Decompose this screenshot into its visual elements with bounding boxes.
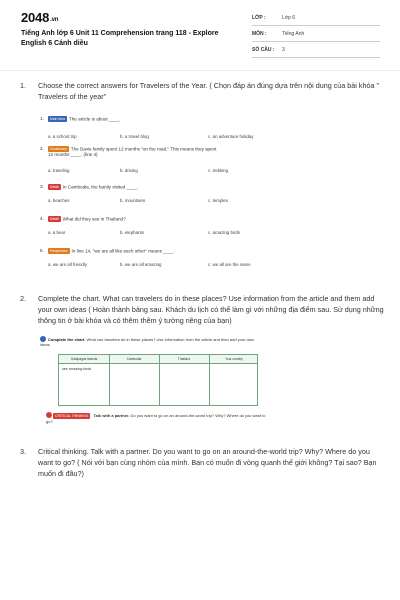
item-stem [48,216,126,222]
column-header: Galápagos Islands [70,357,98,361]
question-1 [20,80,385,104]
option-c[interactable]: c. trekking [208,168,229,173]
question-2 [20,293,385,329]
site-logo[interactable] [21,10,58,25]
critical-bold: Talk with a partner. [93,413,130,418]
item-stem-text: In Cambodia, the family visited ____. [62,184,138,190]
question-number: 2. [20,294,26,303]
question-text: Choose the correct answers for Travelers of the Year. ( Chọn đáp án đúng dựa trên nội dung của bài khóa " Travelers of the year" [38,81,379,101]
critical-rest: Do you want to go on an around-the-world trip? Why? Where do you want to go? [46,413,266,424]
item-stem-text: In line 14, "we are all like each other" means ____. [71,248,175,254]
option-b[interactable]: b. driving [120,168,138,173]
item-stem-continued: 12 months ____. (line 4) [48,152,98,157]
question-text: Critical thinking. Talk with a partner. Do you want to go on an around-the-world trip? Why? Where do you want to go? ( Nói với bạn cùng nhóm của mình. Bạn có muốn đi vòng quanh thế giới không? Tại sao? Bạn muốn đi đâu?) [38,447,377,478]
info-label: SỐ CÂU : [252,46,275,53]
item-tag: Vocabulary [50,147,67,151]
item-tag: Paraphrase [50,249,68,253]
option-c[interactable]: c. we all are the same [208,262,251,267]
option-b[interactable]: b. we are all amazing [120,262,162,267]
column-header: Thailand [177,357,191,361]
question-3 [20,446,385,482]
item-stem [48,248,175,254]
info-row-count [252,42,380,58]
option-a[interactable]: a. a school trip [48,134,77,139]
option-c[interactable]: c. temples [208,198,229,203]
item-number: 1. [40,116,44,121]
option-a[interactable]: a. beaches [48,198,70,203]
info-value: Tiếng Anh [282,30,305,37]
logo-suffix: .vn [50,17,59,23]
item-stem-text: The Davis family spent 12 months "on the road." This means they spent [70,146,217,152]
item-tag: Main Idea [50,117,65,121]
info-row-class [252,10,380,26]
logo-main: 2048 [21,10,50,25]
critical-thinking-tag: CRITICAL THINKING [55,414,89,418]
option-a[interactable]: a. a bear [48,230,66,235]
chart-column-divider [209,355,210,405]
info-value: Lớp 6 [282,14,296,21]
chart-cell[interactable]: see amazing birds [62,367,92,371]
info-value: 3 [282,46,285,53]
question-number: 1. [20,81,26,90]
page-header [0,0,400,66]
document-title: Tiếng Anh lớp 6 Unit 11 Comprehension trang 118 - Explore English 6 Cánh diều [21,30,219,47]
places-chart [58,354,258,406]
item-stem [48,184,138,190]
chart-heading-bold: Complete the chart. [48,337,86,342]
chart-column-divider [159,355,160,405]
critical-thinking-line [46,412,270,424]
option-c[interactable]: c. amazing birds [208,230,240,235]
chart-heading-rest: What can travelers do in these places? Use information from the article and then add your own ideas. [40,337,254,347]
item-number: 2. [40,146,44,151]
item-stem-text: The article is about ____. [68,116,121,122]
option-b[interactable]: b. a travel blog [120,134,149,139]
worksheet-image [38,114,318,274]
info-label: LỚP : [252,14,266,21]
item-number: 4. [40,216,44,221]
question-number: 3. [20,447,26,456]
chart-heading [40,336,260,347]
option-b[interactable]: b. mountains [120,198,146,203]
option-c[interactable]: c. an adventure holiday [208,134,254,139]
chart-column-divider [109,355,110,405]
item-number: 3. [40,184,44,189]
critical-thinking-icon [46,412,52,418]
option-b[interactable]: b. elephants [120,230,144,235]
item-tag: Detail [50,185,59,189]
column-header: Your country [225,357,243,361]
info-label: MÔN : [252,30,267,37]
info-box [252,10,380,58]
header-divider [0,70,400,71]
item-stem [48,116,120,122]
option-a[interactable]: a. traveling [48,168,70,173]
column-header: Cambodia [126,357,142,361]
chart-image [40,336,270,436]
option-a[interactable]: a. we are all friendly [48,262,88,267]
item-tag: Detail [50,217,59,221]
question-text: Complete the chart. What can travelers do in these places? Use information from the article and them add your own ideas ( Hoàn thành bảng sau. Khách du lịch có thể làm gì với những địa điểm sau. Sử dụng những thông tin ở bài khóa và có thêm thêm ý tưởng riêng của bạn) [38,294,384,325]
item-number: 5. [40,248,44,253]
info-row-subject [252,26,380,42]
item-stem-text: What did they see in Thailand? [62,216,126,222]
